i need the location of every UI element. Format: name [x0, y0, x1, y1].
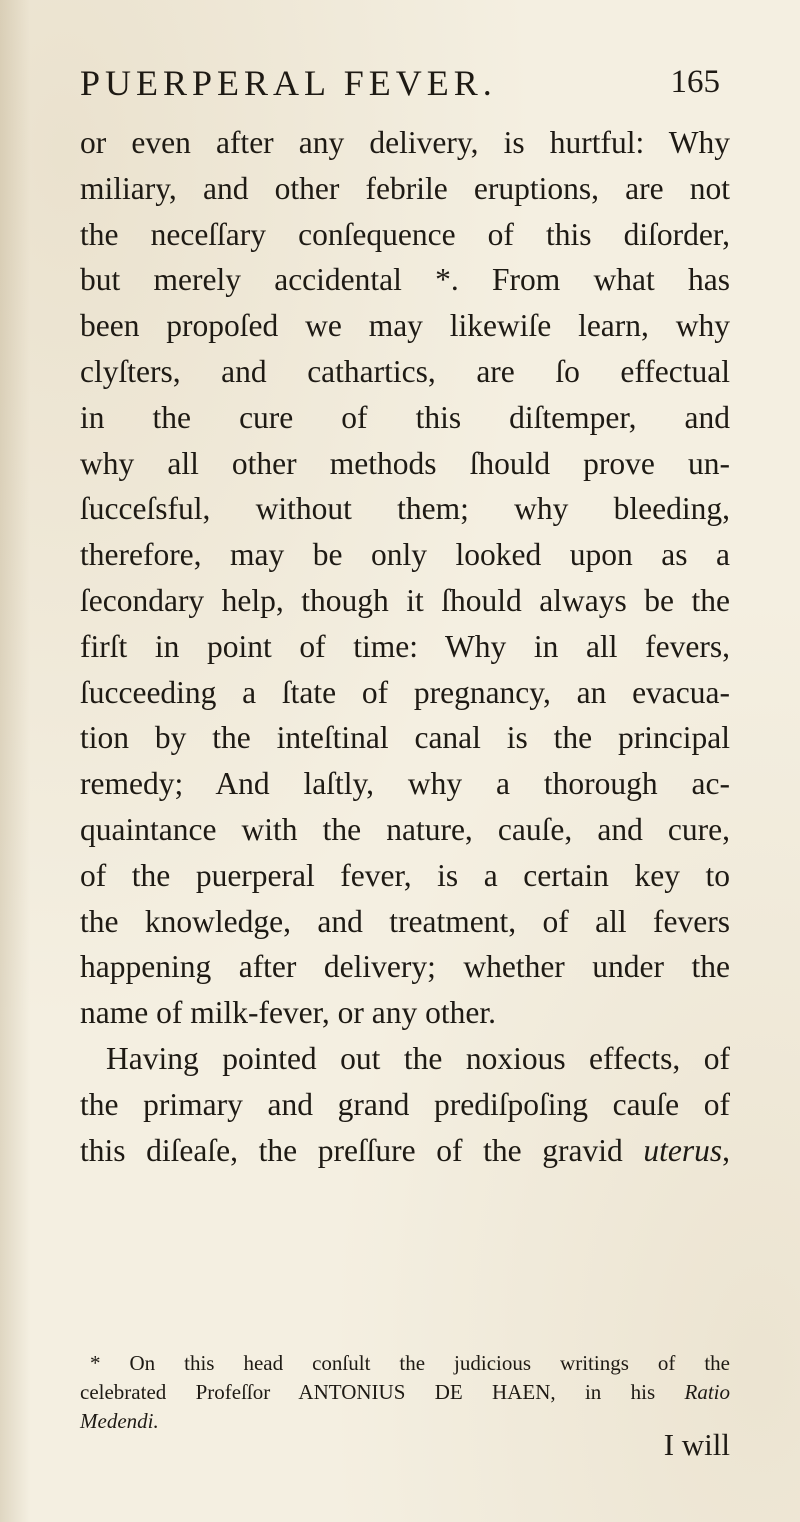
body-text — [80, 120, 730, 1173]
text-line: ſecondary help, though it ſhould always be the — [80, 582, 730, 618]
running-title: PUERPERAL FEVER. — [80, 63, 497, 103]
running-head — [80, 62, 720, 112]
text-line: happening after delivery; whether under the — [80, 949, 730, 985]
text-line: firſt in point of time: Why in all fevers, — [80, 628, 730, 664]
text-line-with-italic: this diſeaſe, the preſſure of the gravid uterus, — [80, 1132, 730, 1168]
text-line: therefore, may be only looked upon as a — [80, 537, 730, 573]
page-number: 165 — [670, 64, 720, 100]
text-line: the knowledge, and treatment, of all fevers — [80, 903, 730, 939]
footnote-line: * On this head conſult the judicious writings of the — [90, 1351, 730, 1375]
text-line: been propoſed we may likewiſe learn, why — [80, 308, 730, 344]
text-line: miliary, and other febrile eruptions, are not — [80, 170, 730, 206]
text-line: of the puerperal fever, is a certain key to — [80, 857, 730, 893]
italic-word: Ratio — [684, 1380, 730, 1404]
text-line: quaintance with the nature, cauſe, and cure, — [80, 811, 730, 847]
text-line: ſucceeding a ſtate of pregnancy, an evacua- — [80, 674, 730, 710]
footnote-line: Medendi. — [80, 1409, 159, 1433]
text-line: but merely accidental *. From what has — [80, 262, 730, 298]
text-line: Having pointed out the noxious effects, of — [106, 1040, 730, 1076]
text-line: remedy; And laſtly, why a thorough ac- — [80, 766, 730, 802]
text-line: why all other methods ſhould prove un- — [80, 445, 730, 481]
text-line: or even after any delivery, is hurtful: Why — [80, 125, 730, 160]
footnote-line: celebrated Profeſſor ANTONIUS DE HAEN, in his Ratio — [80, 1380, 730, 1404]
footnote — [80, 1349, 730, 1436]
text-line: tion by the inteſtinal canal is the principal — [80, 720, 730, 756]
text-line: the primary and grand prediſpoſing cauſe of — [80, 1086, 730, 1122]
text-line: the neceſſary conſequence of this diſorder, — [80, 216, 730, 252]
italic-word: uterus — [643, 1132, 723, 1168]
page-gutter-shadow — [0, 0, 30, 1522]
text-line: clyſters, and cathartics, are ſo effectual — [80, 353, 730, 389]
text-line: ſucceſsful, without them; why bleeding, — [80, 491, 730, 527]
text-line: name of milk-fever, or any other. — [80, 995, 496, 1031]
catchword: I will — [663, 1427, 730, 1462]
text-line: in the cure of this diſtemper, and — [80, 399, 730, 435]
